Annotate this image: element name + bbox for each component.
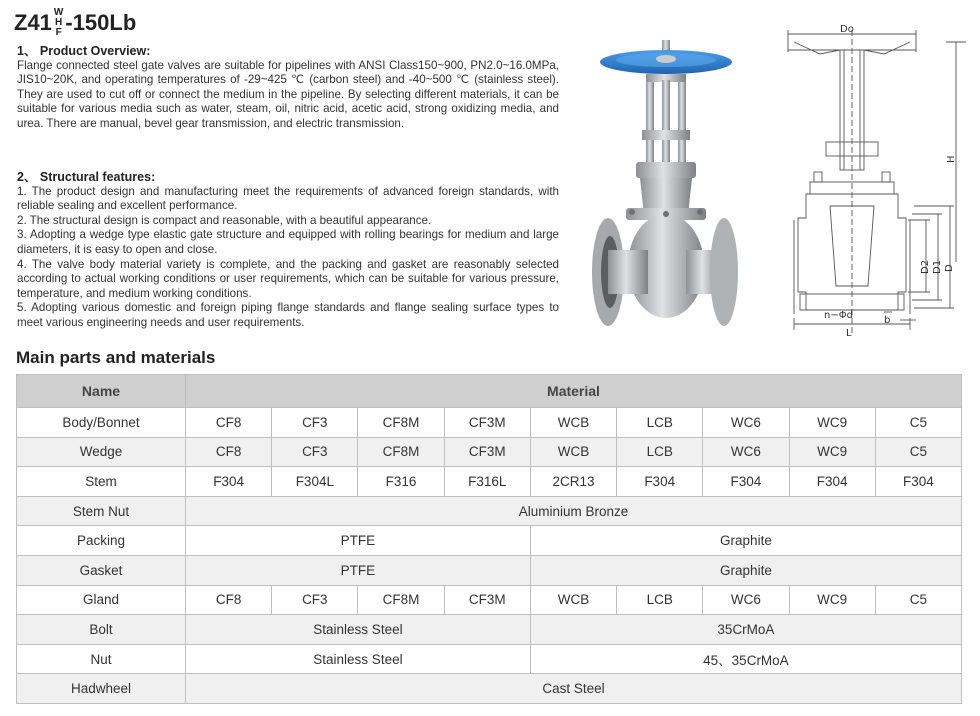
row-name: Wedge (17, 437, 186, 467)
table-cell: Aluminium Bronze (186, 496, 962, 526)
label-d: D (944, 264, 955, 272)
row-name: Bolt (17, 615, 186, 645)
table-cell: LCB (617, 437, 703, 467)
feature-item: 4. The valve body material variety is complete, and the packing and gasket are reasonably selected according to actual working conditions or user requirements, which can be suitable for various pressure, temperature, and medium working conditions. (17, 257, 559, 300)
row-name: Stem Nut (17, 496, 186, 526)
title-subscript-stack (54, 8, 63, 38)
row-name: Hadwheel (17, 674, 186, 704)
page-title (14, 6, 136, 40)
table-cell: Stainless Steel (186, 615, 531, 645)
table-cell: CF3 (272, 408, 358, 438)
table-cell: Graphite (530, 526, 961, 556)
valve-dimension-drawing (780, 22, 976, 338)
table-cell: Stainless Steel (186, 644, 531, 674)
row-name: Body/Bonnet (17, 408, 186, 438)
header-name: Name (17, 375, 186, 408)
table-cell: CF8M (358, 585, 444, 615)
feature-item: 1. The product design and manufacturing meet the requirements of advanced foreign standards, with reliable sealing and excellent performance. (17, 184, 559, 213)
table-cell: CF3M (444, 585, 530, 615)
header-material: Material (186, 375, 962, 408)
feature-item: 5. Adopting various domestic and foreign piping flange standards and flange sealing surface types to meet various engineering needs and user requirements. (17, 301, 559, 329)
table-cell: LCB (617, 408, 703, 438)
table-cell: F316L (444, 467, 530, 497)
table-cell: C5 (875, 585, 961, 615)
table-cell: F304 (703, 467, 789, 497)
title-prefix: Z41 (14, 10, 52, 35)
table-cell: WC9 (789, 437, 875, 467)
product-overview (17, 44, 559, 132)
label-l: L (846, 328, 852, 338)
table-cell: CF8M (358, 408, 444, 438)
parts-section-title: Main parts and materials (16, 348, 216, 367)
overview-text: Flange connected steel gate valves are suitable for pipelines with ANSI Class150~900, PN2.0~16.0MPa, JIS10~20K, and operating temperatures of -29~425 ℃ (carbon steel) and -40~500 ℃ (stainless steel). They are used to cut off or connect the medium in the pipeline. By selecting different materials, it can be suitable for various media such as water, steam, oil, nitric acid, acetic acid, strong oxidizing media, and urea. There are manual, bevel gear transmission, and electric transmission. (17, 58, 559, 130)
overview-heading: 1、 Product Overview: (17, 44, 151, 58)
label-h: H (946, 155, 957, 163)
row-name: Nut (17, 644, 186, 674)
table-row (17, 674, 962, 704)
table-row (17, 467, 962, 497)
table-row (17, 408, 962, 438)
table-cell: WCB (530, 585, 616, 615)
table-cell: CF8M (358, 437, 444, 467)
row-name: Gasket (17, 555, 186, 585)
table-cell: F304 (186, 467, 272, 497)
table-cell: CF8 (186, 585, 272, 615)
label-d2: D2 (920, 259, 931, 274)
table-cell: PTFE (186, 555, 531, 585)
feature-item: 3. Adopting a wedge type elastic gate structure and equipped with rolling bearings for medium and large diameters, it is easy to open and close. (17, 228, 559, 256)
table-row (17, 585, 962, 615)
table-cell: WCB (530, 408, 616, 438)
table-cell: PTFE (186, 526, 531, 556)
table-cell: 2CR13 (530, 467, 616, 497)
table-cell: F304 (617, 467, 703, 497)
table-cell: 45、35CrMoA (530, 644, 961, 674)
table-row (17, 644, 962, 674)
title-sub-w: W (53, 7, 64, 18)
materials-table (16, 374, 962, 704)
table-cell: 35CrMoA (530, 615, 961, 645)
features-heading: 2、 Structural features: (17, 170, 156, 184)
table-row (17, 526, 962, 556)
row-name: Gland (17, 585, 186, 615)
table-cell: WCB (530, 437, 616, 467)
title-sub-h: H (55, 17, 63, 28)
label-do: Do (840, 24, 854, 35)
table-cell: CF3M (444, 437, 530, 467)
table-cell: CF8 (186, 437, 272, 467)
table-cell: F304 (789, 467, 875, 497)
structural-features (17, 170, 559, 331)
table-cell: F304L (272, 467, 358, 497)
row-name: Stem (17, 467, 186, 497)
table-cell: C5 (875, 408, 961, 438)
label-nphid: n−Φd (824, 310, 853, 321)
label-d1: D1 (932, 259, 943, 274)
table-row (17, 615, 962, 645)
label-b: b (884, 315, 891, 326)
table-row (17, 555, 962, 585)
feature-item: 2. The structural design is compact and reasonable, with a beautiful appearance. (17, 213, 432, 227)
table-cell: WC6 (703, 585, 789, 615)
table-cell: WC6 (703, 408, 789, 438)
table-cell: Cast Steel (186, 674, 962, 704)
table-row (17, 437, 962, 467)
table-cell: F316 (358, 467, 444, 497)
table-cell: LCB (617, 585, 703, 615)
table-cell: Graphite (530, 555, 961, 585)
table-cell: WC9 (789, 585, 875, 615)
table-row (17, 496, 962, 526)
table-cell: WC9 (789, 408, 875, 438)
table-cell: WC6 (703, 437, 789, 467)
table-header-row (17, 375, 962, 408)
title-sub-f: F (55, 27, 62, 38)
gate-valve-photo (588, 40, 748, 330)
table-cell: F304 (875, 467, 961, 497)
table-cell: CF3 (272, 437, 358, 467)
table-cell: CF3 (272, 585, 358, 615)
table-cell: CF8 (186, 408, 272, 438)
table-cell: C5 (875, 437, 961, 467)
row-name: Packing (17, 526, 186, 556)
title-suffix: -150Lb (65, 10, 137, 35)
table-cell: CF3M (444, 408, 530, 438)
